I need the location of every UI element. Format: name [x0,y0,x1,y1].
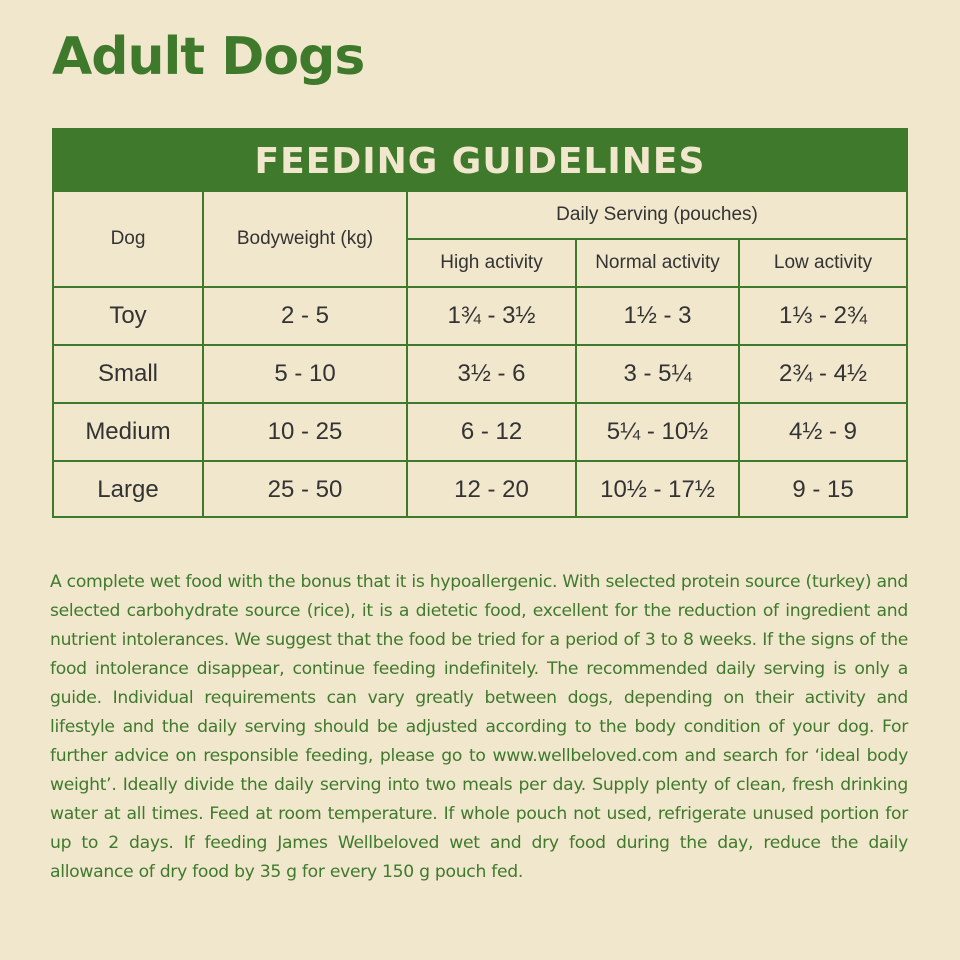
cell-normal: 3 - 5¼ [576,345,739,403]
header-dog: Dog [54,192,203,287]
header-daily-serving: Daily Serving (pouches) [407,192,906,239]
table-row [54,287,906,345]
cell-dog: Medium [54,403,203,461]
header-high-activity: High activity [407,239,576,287]
feeding-guidelines-table [52,128,908,518]
cell-low: 4½ - 9 [739,403,906,461]
cell-normal: 1½ - 3 [576,287,739,345]
header-low-activity: Low activity [739,239,906,287]
cell-weight: 10 - 25 [203,403,407,461]
table-banner: FEEDING GUIDELINES [54,130,906,192]
header-normal-activity: Normal activity [576,239,739,287]
header-bodyweight: Bodyweight (kg) [203,192,407,287]
cell-normal: 5¼ - 10½ [576,403,739,461]
cell-dog: Small [54,345,203,403]
cell-low: 9 - 15 [739,461,906,518]
cell-high: 6 - 12 [407,403,576,461]
cell-weight: 5 - 10 [203,345,407,403]
cell-weight: 2 - 5 [203,287,407,345]
cell-high: 12 - 20 [407,461,576,518]
table-row [54,461,906,518]
table-row [54,345,906,403]
product-description: A complete wet food with the bonus that it is hypoallergenic. With selected protein source (turkey) and selected carbohydrate source (rice), it is a dietetic food, excellent for the reduction of ingredient and nutrient intolerances. We suggest that the food be tried for a period of 3 to 8 weeks. If the signs of the food intolerance disappear, continue feeding indefinitely. The recommended daily serving is only a guide. Individual requirements can vary greatly between dogs, depending on their activity and lifestyle and the daily serving should be adjusted according to the body condition of your dog. For further advice on responsible feeding, please go to www.wellbeloved.com and search for ‘ideal body weight’. Ideally divide the daily serving into two meals per day. Supply plenty of clean, fresh drinking water at all times. Feed at room temperature. If whole pouch not used, refrigerate unused portion for up to 2 days. If feeding James Wellbeloved wet and dry food during the day, reduce the daily allowance of dry food by 35 g for every 150 g pouch fed. [50,572,908,882]
page-title: Adult Dogs [52,27,365,87]
table-row [54,403,906,461]
feeding-table [54,192,906,518]
cell-high: 3½ - 6 [407,345,576,403]
cell-low: 1⅓ - 2¾ [739,287,906,345]
cell-dog: Toy [54,287,203,345]
cell-low: 2¾ - 4½ [739,345,906,403]
cell-normal: 10½ - 17½ [576,461,739,518]
cell-dog: Large [54,461,203,518]
cell-high: 1¾ - 3½ [407,287,576,345]
cell-weight: 25 - 50 [203,461,407,518]
